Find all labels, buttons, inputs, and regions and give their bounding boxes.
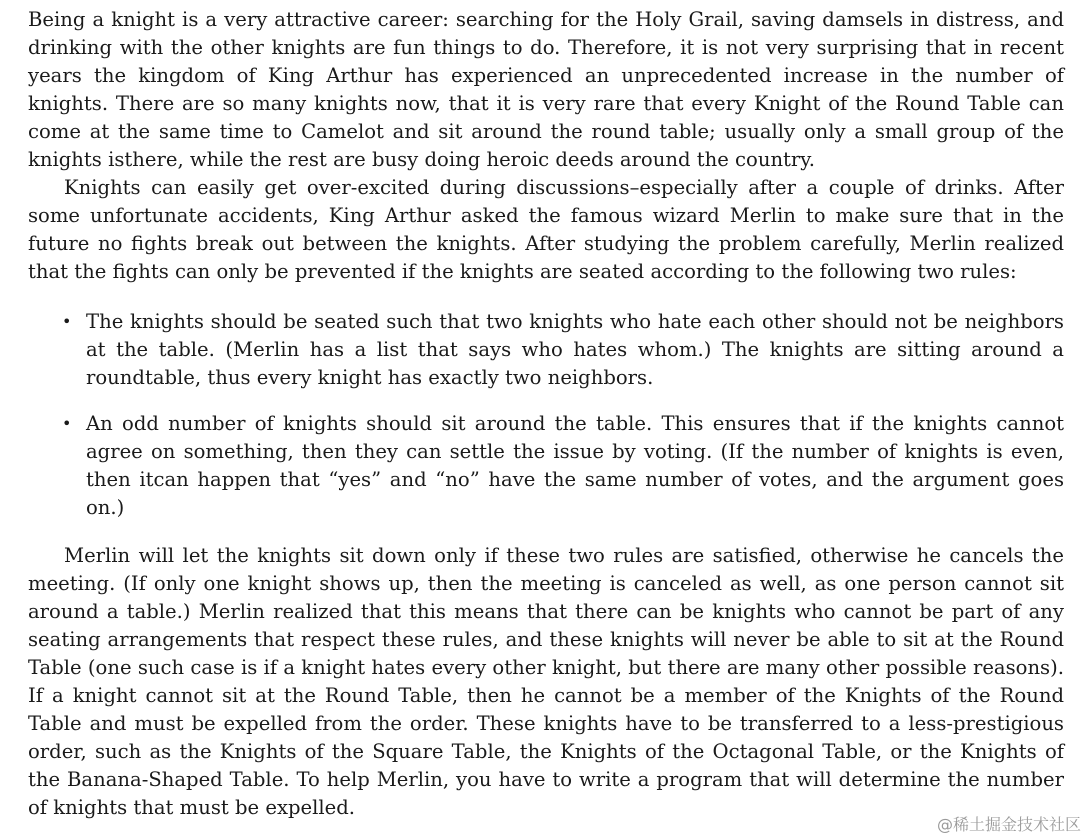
rule-text: The knights should be seated such that two knights who hate each other should not be neighbors at the table. (Merlin has a list that says who hates whom.) The knights are sitting around a roundtable, thus every knight has exactly two neighbors.	[86, 310, 1064, 389]
document-body	[28, 6, 1064, 822]
watermark-text: @稀土掘金技术社区	[936, 815, 1081, 834]
rules-list	[28, 308, 1064, 522]
paragraph-final: Merlin will let the knights sit down only if these two rules are satisfied, otherwise he cancels the meeting. (If only one knight shows up, then the meeting is canceled as well, as one person cannot sit around a table.) Merlin realized that this means that there can be knights who cannot be part of any seating arrangements that respect these rules, and these knights will never be able to sit at the Round Table (one such case is if a knight hates every other knight, but there are many other possible reasons). If a knight cannot sit at the Round Table, then he cannot be a member of the Knights of the Round Table and must be expelled from the order. These knights have to be transferred to a less-prestigious order, such as the Knights of the Square Table, the Knights of the Octagonal Table, or the Knights of the Banana-Shaped Table. To help Merlin, you have to write a program that will determine the number of knights that must be expelled.	[28, 544, 1064, 819]
list-item	[28, 308, 1064, 392]
rule-text: An odd number of knights should sit around the table. This ensures that if the knights cannot agree on something, then they can settle the issue by voting. (If the number of knights is even, then itcan happen that “yes” and “no” have the same number of votes, and the argument goes on.)	[86, 412, 1064, 519]
paragraph-intro-2: Knights can easily get over-excited during discussions–especially after a couple of drinks. After some unfortunate accidents, King Arthur asked the famous wizard Merlin to make sure that in the future no fights break out between the knights. After studying the problem carefully, Merlin realized that the fights can only be prevented if the knights are seated according to the following two rules:	[28, 176, 1064, 283]
paragraph-intro-1: Being a knight is a very attractive career: searching for the Holy Grail, saving damsels in distress, and drinking with the other knights are fun things to do. Therefore, it is not very surprising that in recent years the kingdom of King Arthur has experienced an unprecedented increase in the number of knights. There are so many knights now, that it is very rare that every Knight of the Round Table can come at the same time to Camelot and sit around the round table; usually only a small group of the knights isthere, while the rest are busy doing heroic deeds around the country.	[28, 8, 1064, 171]
list-item	[28, 410, 1064, 522]
bullet-icon: •	[62, 414, 72, 433]
bullet-icon: •	[62, 312, 72, 331]
